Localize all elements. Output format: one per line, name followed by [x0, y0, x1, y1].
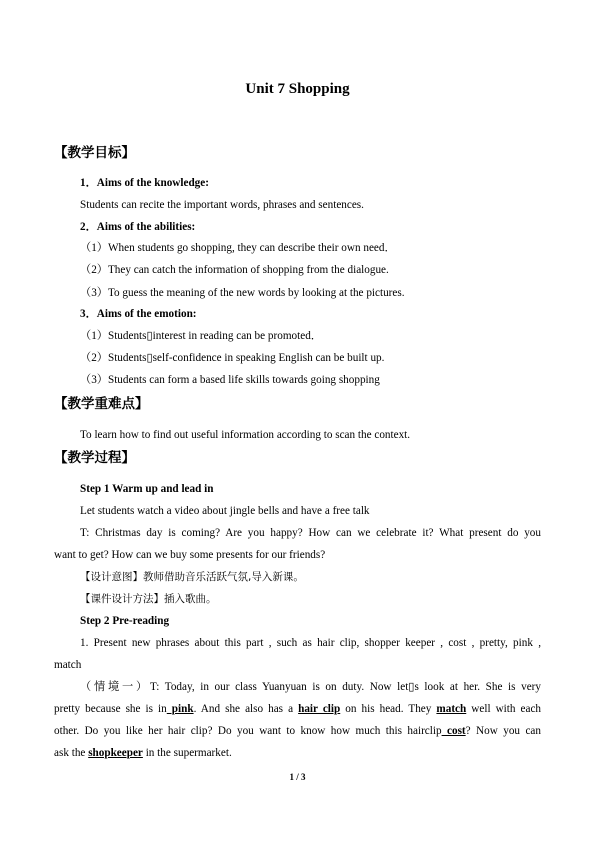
ability-item-1: （1）When students go shopping, they can describe their own need． — [80, 242, 396, 254]
heading-teaching-process: 【教学过程】 — [54, 450, 135, 466]
scene1-text: ? Now you can — [465, 725, 541, 737]
scene1-text: well with each — [466, 703, 542, 715]
emotion-aims-title: 3．Aims of the emotion: — [80, 308, 197, 320]
scene1-line-2 — [54, 702, 541, 716]
keyword-pink: pink — [166, 703, 194, 715]
scene1-text: . And she also has a — [193, 703, 294, 715]
step2-title: Step 2 Pre-reading — [80, 615, 170, 627]
step1-title: Step 1 Warm up and lead in — [80, 483, 214, 495]
knowledge-aims-title: 1．Aims of the knowledge: — [80, 177, 209, 189]
scene1-line-3 — [54, 724, 541, 738]
document-title: Unit 7 Shopping — [245, 81, 350, 97]
design-intent-note: 【设计意图】教师借助音乐活跃气氛,导入新课。 — [80, 571, 304, 583]
key-points-text: To learn how to find out useful information according to scan the context. — [80, 429, 411, 441]
ability-item-2: （2）They can catch the information of shopping from the dialogue. — [80, 264, 389, 276]
step1-text: Let students watch a video about jingle bells and have a free talk — [80, 505, 370, 517]
heading-teaching-goals: 【教学目标】 — [54, 145, 135, 161]
knowledge-aims-text: Students can recite the important words, phrases and sentences. — [80, 199, 364, 211]
keyword-shopkeeper: shopkeeper — [88, 747, 143, 759]
emotion-item-3: （3）Students can form a based life skills towards going shopping — [80, 374, 380, 386]
heading-key-points: 【教学重难点】 — [54, 396, 149, 412]
abilities-aims-title: 2．Aims of the abilities: — [80, 221, 196, 233]
emotion-item-2: （2）Students▯self-confidence in speaking English can be built up. — [80, 352, 385, 364]
page-number: 1 / 3 — [289, 772, 306, 782]
step1-teacher-line-2: want to get? How can we buy some presents for our friends? — [54, 549, 326, 561]
step2-item1-line-2: match — [54, 659, 82, 671]
ability-item-3: （3）To guess the meaning of the new words by looking at the pictures. — [80, 287, 405, 299]
scene1-line-4 — [54, 746, 232, 760]
emotion-item-1: （1）Students▯interest in reading can be promoted． — [80, 330, 322, 342]
scene1-text: pretty because she is in — [54, 703, 167, 715]
scene1-text: on his head. They — [340, 703, 432, 715]
scene1-text: other. Do you like her hair clip? Do you want to know how much this hairclip — [54, 725, 442, 737]
keyword-match: match — [436, 703, 467, 715]
scene1-text: ask the — [54, 747, 86, 759]
step2-item1-line-1: 1. Present new phrases about this part , such as hair clip, shopper keeper , cost , pretty, pink , — [80, 637, 541, 649]
step1-teacher-line-1: T: Christmas day is coming? Are you happy? How can we celebrate it? What present do you — [80, 527, 541, 539]
scene1-line-1: （情境一）T: Today, in our class Yuanyuan is on duty. Now let▯s look at her. She is very — [80, 681, 541, 693]
courseware-method-note: 【课件设计方法】插入歌曲。 — [80, 593, 217, 605]
keyword-hair-clip: hair clip — [298, 703, 341, 715]
scene1-text: in the supermarket. — [142, 747, 232, 759]
keyword-cost: cost — [441, 725, 466, 737]
